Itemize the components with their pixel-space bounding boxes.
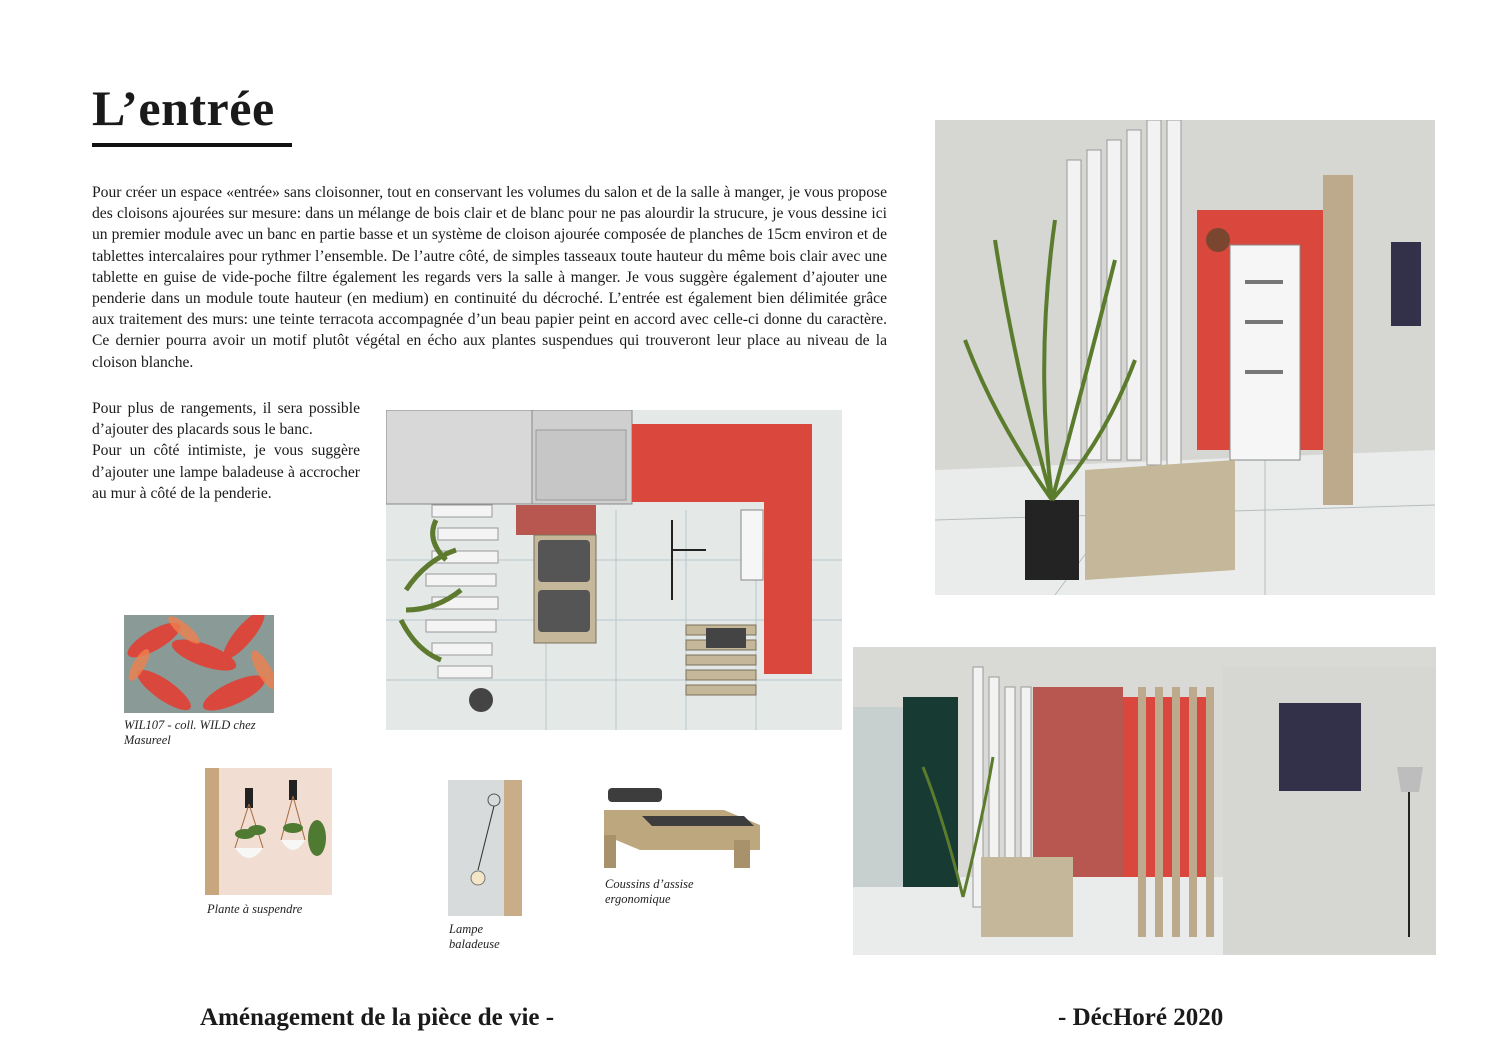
side-note-storage: Pour plus de rangements, il sera possible d’ajouter des placards sous le banc.: [92, 400, 360, 439]
wallpaper-caption: WIL107 - coll. WILD chez Masureel: [124, 718, 256, 747]
hanging-plant-photo: [205, 768, 332, 895]
pendant-lamp-photo: [448, 780, 522, 916]
page-title: L’entrée: [92, 80, 275, 136]
cushion-caption: Coussins d’assise ergonomique: [605, 877, 694, 906]
bench-cushion-photo: [604, 780, 760, 868]
plant-caption: Plante à suspendre: [207, 902, 303, 916]
intro-paragraph: Pour créer un espace «entrée» sans cloisonner, tout en conservant les volumes du salon et de la salle à manger, je vous propose des cloisons ajourées sur mesure: dans un mélange de bois clair et de blanc pour ne pas alourdir la strucure, je vous dessine ici un premier module avec un banc en partie basse et un système de cloison ajourée composée de planches de 15cm environ et de tablettes intercalaires pour rythmer l’ensemble. De l’autre côté, de simples tasseaux toute hauteur du même bois clair avec une tablette en guise de vide-poche filtre également les regards vers la salle à manger. Je vous suggère également d’ajouter une penderie dans un module toute hauteur (en medium) en continuité du décroché. L’entrée est également bien délimitée grâce aux traitement des murs: une teinte terracota accompagnée d’un beau papier peint en accord avec celle-ci donne du caractère. Ce dernier pourra avoir un motif plutôt végétal en écho aux plantes suspendues qui trouveront leur place au niveau de la cloison blanche.: [92, 184, 887, 371]
footer-right: - DécHoré 2020: [1058, 1004, 1224, 1031]
title-underline: [92, 143, 292, 147]
wallpaper-swatch: [124, 615, 274, 713]
plan-view-render: [386, 410, 842, 730]
entrance-render-1: [935, 120, 1435, 595]
side-note-lamp: Pour un côté intimiste, je vous suggère d’ajouter une lampe baladeuse à accrocher au mur à côté de la penderie.: [92, 442, 360, 502]
lamp-caption: Lampe baladeuse: [449, 922, 500, 951]
side-notes: [92, 398, 360, 504]
entrance-render-2: [853, 647, 1436, 955]
footer-left: Aménagement de la pièce de vie -: [200, 1004, 555, 1031]
